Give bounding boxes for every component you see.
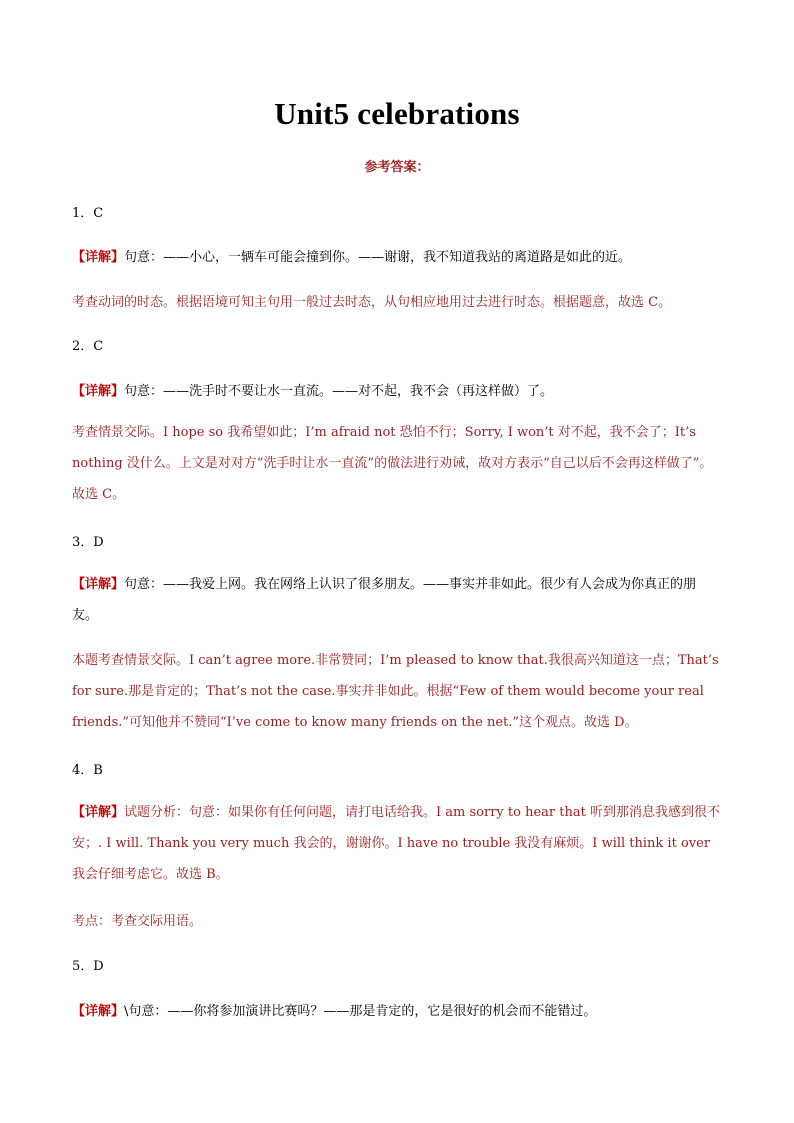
detail-tag: 【详解】 [72, 250, 125, 265]
detail-2 [72, 380, 553, 399]
detail-text: 句意：——洗手时不要让水一直流。——对不起，我不会（再这样做）了。 [124, 384, 554, 399]
detail-text: 句意：——我爱上网。我在网络上认识了很多朋友。——事实并非如此。很少有人会成为你真正的朋友。 [72, 577, 697, 623]
detail-text: 句意：——小心，一辆车可能会撞到你。——谢谢，我不知道我站的离道路是如此的近。 [124, 250, 632, 265]
question-number-1: 1．C [72, 206, 104, 221]
detail-tag: 【详解】 [72, 577, 125, 592]
detail-1 [72, 246, 631, 265]
question-number-5: 5．D [72, 959, 104, 974]
document-title: Unit5 celebrations [274, 96, 520, 131]
detail-text: 试题分析：句意：如果你有任何问题，请打电话给我。I am sorry to hear that 听到那消息我感到很不安；. I will. Thank you very much 我会的，谢谢你。I have no trouble 我没有麻烦。I will think it over 我会仔细考虑它。故选 B。 [72, 805, 720, 882]
detail-4 [72, 797, 722, 890]
answer-key-heading: 参考答案： [364, 160, 430, 175]
detail-3 [72, 569, 722, 631]
question-number-4: 4．B [72, 763, 103, 778]
detail-tag: 【详解】 [72, 384, 125, 399]
question-number-3: 3．D [72, 535, 104, 550]
analysis-3: 本题考查情景交际。I can’t agree more.非常赞同；I’m pleased to know that.我很高兴知道这一点；That’s for sure.那是肯定的；That’s not the case.事实并非如此。根据“Few of them would become your real friends.”可知他并不赞同“I’ve come to know many friends on the net.”这个观点。故选 D。 [72, 653, 719, 730]
detail-5 [72, 1000, 596, 1019]
analysis-2: 考查情景交际。I hope so 我希望如此；I’m afraid not 恐怕不行；Sorry, I won’t 对不起，我不会了；It’s nothing 没什么。上文是对对方“洗手时让水一直流”的做法进行劝诫，故对方表示“自己以后不会再这样做了”。故选 C。 [72, 425, 713, 502]
question-number-2: 2．C [72, 339, 104, 354]
detail-tag: 【详解】 [72, 805, 125, 820]
analysis-4: 考点：考查交际用语。 [72, 914, 203, 929]
analysis-1: 考查动词的时态。根据语境可知主句用一般过去时态，从句相应地用过去进行时态。根据题意，故选 C。 [72, 295, 672, 310]
detail-tag: 【详解】 [72, 1004, 125, 1019]
detail-text: \句意：——你将参加演讲比赛吗？——那是肯定的，它是很好的机会而不能错过。 [124, 1004, 597, 1019]
